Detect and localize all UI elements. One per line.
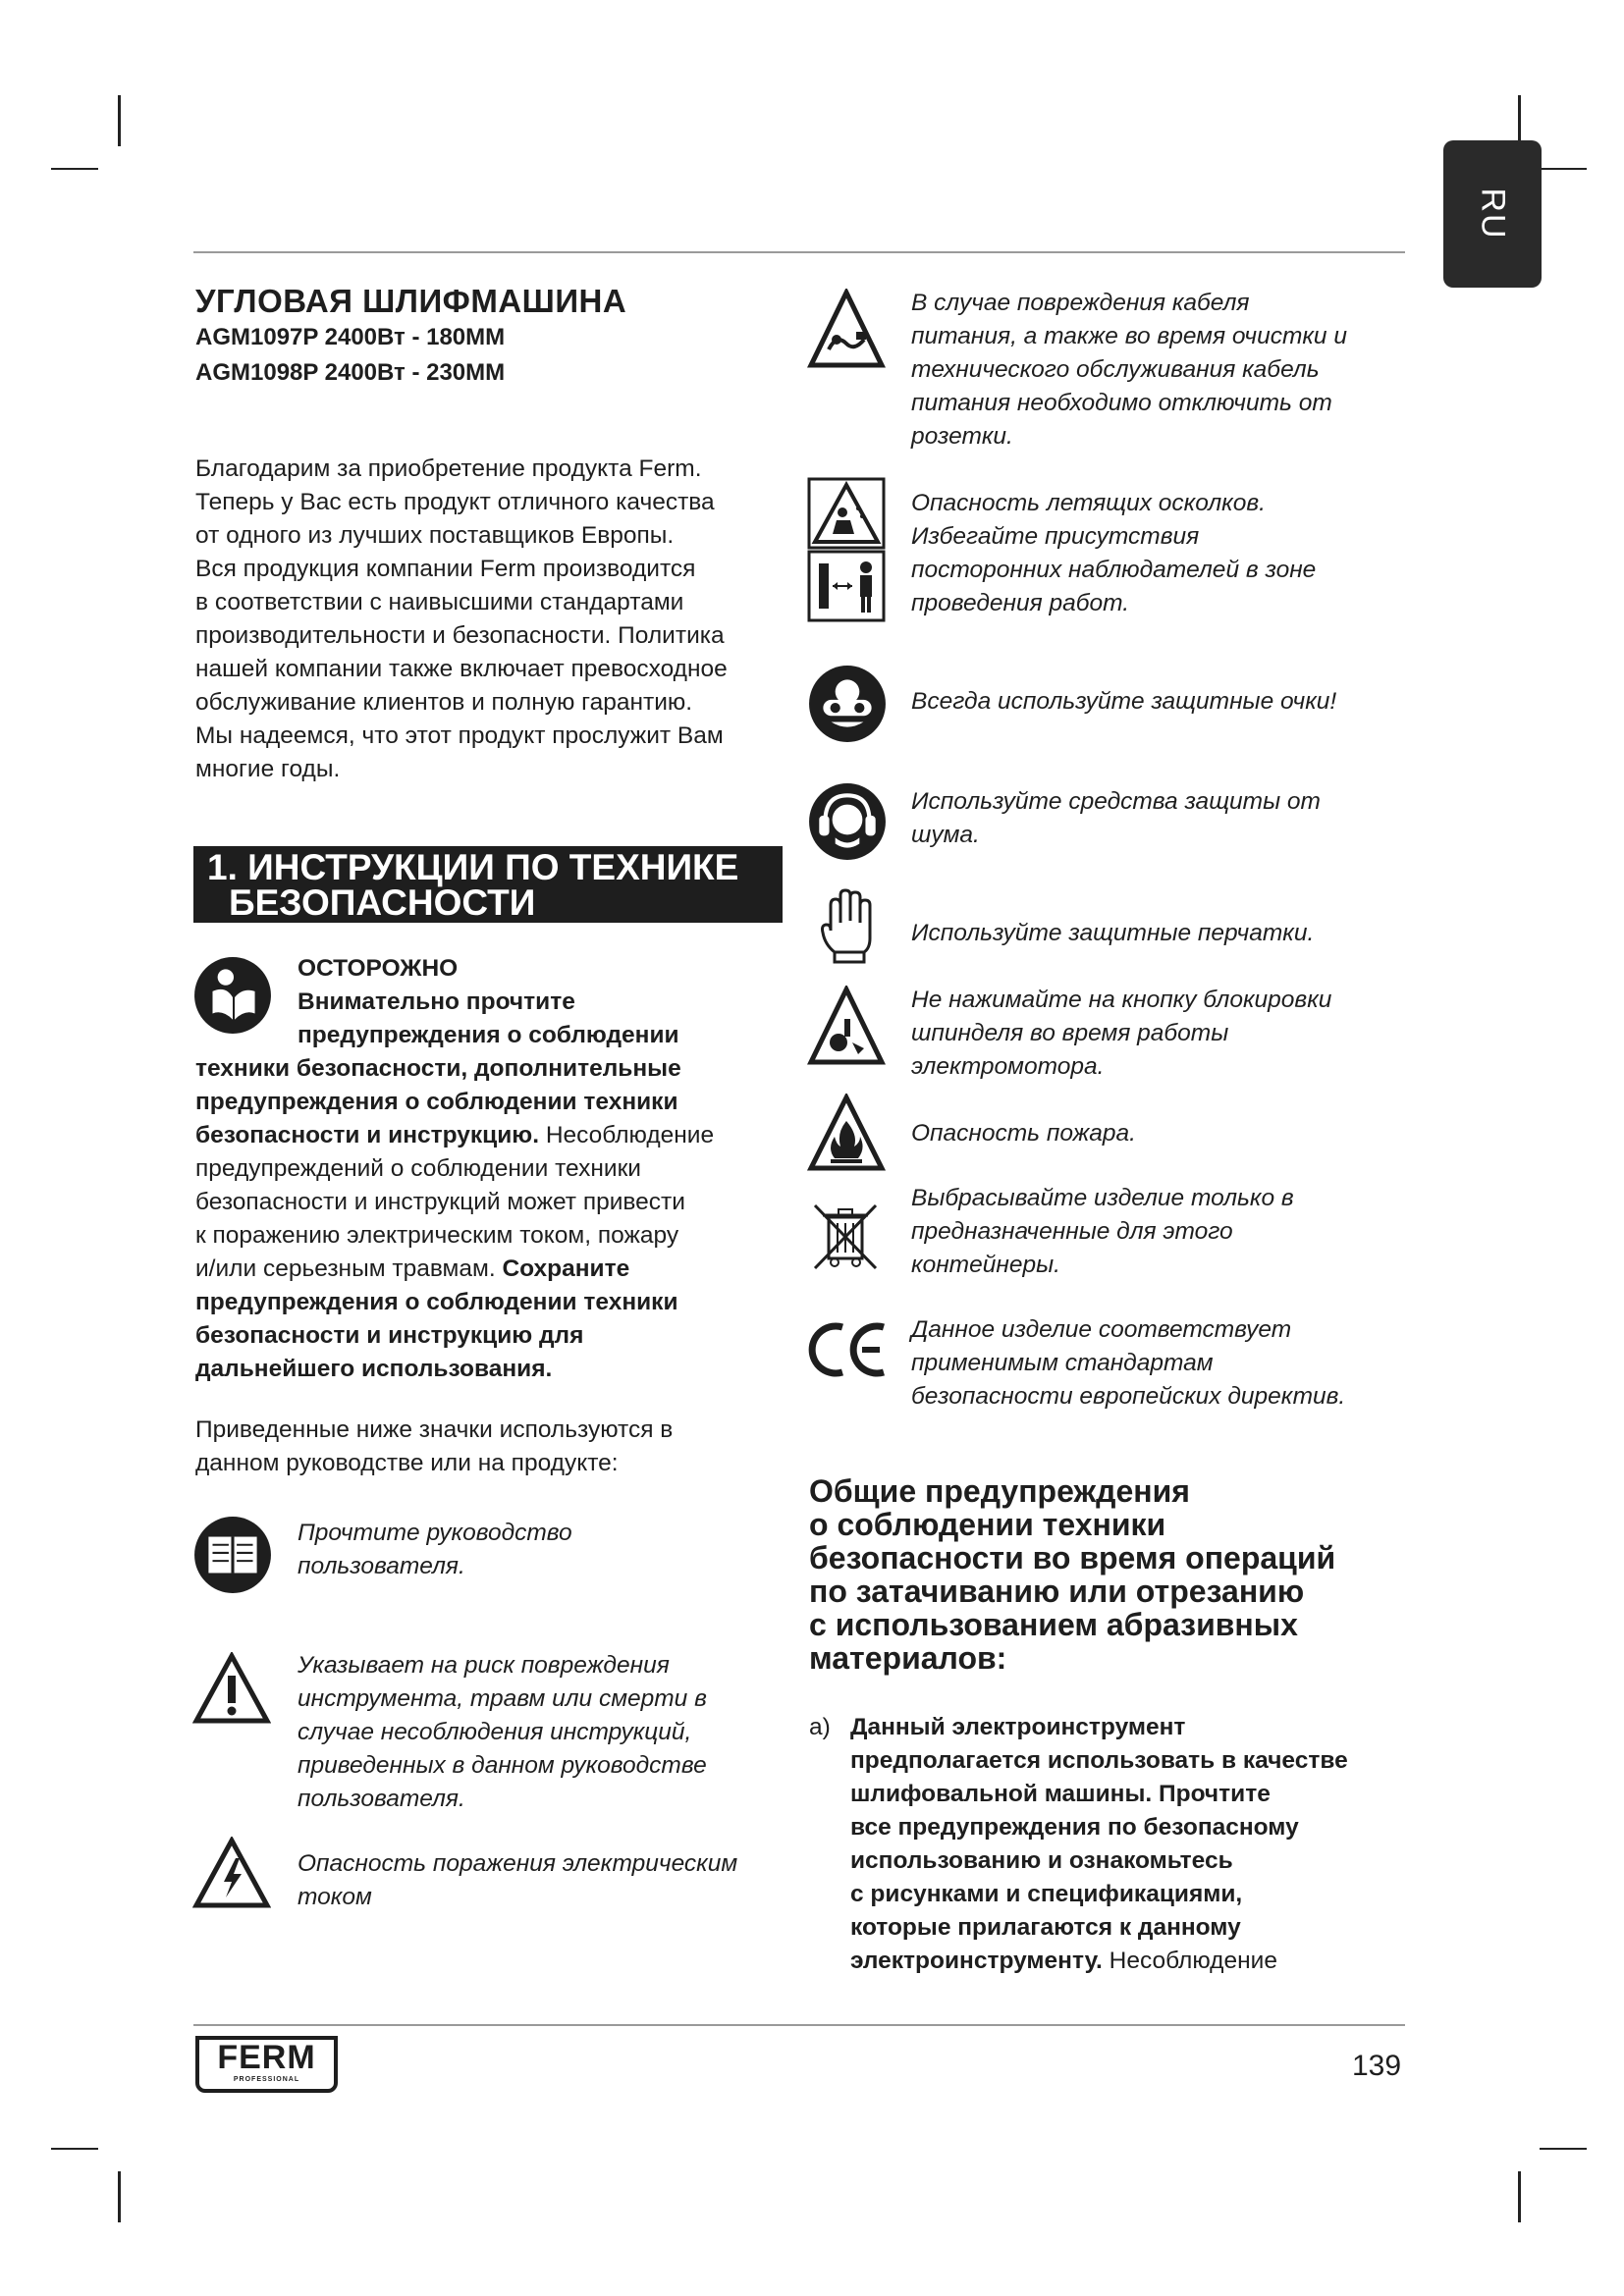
cable-text-line: розетки. (911, 423, 1013, 450)
flying-debris-icon (807, 477, 886, 550)
intro-line: Благодарим за приобретение продукта Ferm. (195, 455, 702, 482)
warning-body (195, 1052, 785, 1386)
crop-mark (118, 95, 121, 146)
spindle-text-line: Не нажимайте на кнопку блокировки (911, 987, 1332, 1013)
item-a-text (850, 1711, 1410, 1978)
symbols-intro-line: Приведенные ниже значки используются в (195, 1416, 674, 1443)
risk-text-line: приведенных в данном руководстве (298, 1752, 707, 1779)
crop-mark (1540, 168, 1587, 170)
crop-mark (51, 168, 98, 170)
intro-line: Вся продукция компании Ferm производится (195, 556, 696, 582)
footer-rule (193, 2024, 1405, 2026)
shock-text-line: токoм (298, 1884, 372, 1910)
ferm-logo-subtext: PROFESSIONAL (233, 2076, 300, 2083)
symbols-intro-line: данном руководстве или на продукте: (195, 1450, 619, 1476)
warning-line: Сохраните (502, 1255, 630, 1282)
shock-text (298, 1847, 737, 1914)
ce-text-line: безопасности европейских директив. (911, 1383, 1346, 1410)
debris-text (911, 487, 1316, 620)
ears-text-line: Используйте средства защиты от (911, 788, 1321, 815)
bin-text-line: Выбрасывайте изделие только в (911, 1185, 1294, 1211)
warning-line: предупреждения о соблюдении (298, 1022, 679, 1048)
warning-line: предупреждения о соблюдении техники (195, 1089, 678, 1115)
cable-text-line: питания необходимо отключить от (911, 390, 1332, 416)
debris-text-line: проведения работ. (911, 590, 1130, 616)
protective-gloves-icon (821, 887, 876, 966)
section-heading (193, 846, 783, 923)
item-a-line: Несоблюдение (1102, 1948, 1277, 1974)
intro-line: в соответствии с наивысшими стандартами (195, 589, 684, 615)
ce-mark-icon (807, 1319, 888, 1380)
model-line-2: AGM1098P 2400Вт - 230ММ (195, 359, 506, 386)
bin-text-line: контейнеры. (911, 1252, 1060, 1278)
intro-line: многие годы. (195, 756, 341, 782)
section-heading-line-2: БЕЗОПАСНОСТИ (229, 882, 536, 923)
read-manual-icon (192, 955, 273, 1036)
cable-text-line: технического обслуживания кабель (911, 356, 1320, 383)
heading-line: по затачиванию или отрезанию (809, 1574, 1305, 1609)
electric-shock-icon (192, 1837, 271, 1909)
ce-text (911, 1313, 1345, 1414)
debris-text-line: Опасность летящих осколков. (911, 490, 1266, 516)
language-label: RU (1474, 187, 1512, 240)
symbols-intro (195, 1414, 673, 1480)
heading-line: с использованием абразивных (809, 1607, 1298, 1642)
keep-bystanders-away-icon (807, 550, 886, 622)
intro-line: Теперь у Вас есть продукт отличного качества (195, 489, 715, 515)
intro-line: обслуживание клиентов и полную гарантию. (195, 689, 693, 716)
intro-paragraph (195, 453, 728, 786)
bin-text (911, 1182, 1294, 1282)
item-a-line: которые прилагаются к данному (850, 1914, 1241, 1941)
fire-hazard-icon (807, 1094, 886, 1172)
item-a-line: Данный электроинструмент (850, 1714, 1186, 1740)
crop-mark (1540, 2148, 1587, 2150)
spindle-text-line: электромотора. (911, 1053, 1105, 1080)
manual-text-line: пользователя. (298, 1553, 465, 1579)
language-tab (1443, 140, 1542, 288)
heading-line: Общие предупреждения (809, 1473, 1190, 1509)
debris-text-line: посторонних наблюдателей в зоне (911, 557, 1317, 583)
book-icon (192, 1515, 273, 1595)
spindle-lock-icon (807, 986, 886, 1066)
header-rule (193, 251, 1405, 253)
ferm-logo-text: FERM (217, 2039, 316, 2076)
heading-line: материалов: (809, 1640, 1007, 1676)
warning-line: и/или серьезным травмам. (195, 1255, 503, 1282)
fire-text: Опасность пожара. (911, 1120, 1136, 1147)
manual-text-line: Прочтите руководство (298, 1520, 572, 1546)
general-warnings-heading (809, 1474, 1335, 1675)
unplug-cable-icon (807, 289, 886, 369)
warning-line: к поражению электрическим током, пожару (195, 1222, 679, 1249)
bin-text-line: предназначенные для этого (911, 1218, 1233, 1245)
goggles-text: Всегда используйте защитные очки! (911, 688, 1337, 715)
warning-line: безопасности и инструкцию. (195, 1122, 540, 1148)
warning-line: техники безопасности, дополнительные (195, 1055, 681, 1082)
crossed-bin-icon (811, 1200, 880, 1272)
heading-line: о соблюдении техники (809, 1507, 1166, 1542)
shock-text-line: Опасность поражения электрическим (298, 1850, 738, 1877)
warning-line: безопасности и инструкций может привести (195, 1189, 685, 1215)
crop-mark (118, 2171, 121, 2222)
risk-text-line: случае несоблюдения инструкций, (298, 1719, 692, 1745)
gloves-text: Используйте защитные перчатки. (911, 920, 1315, 946)
ears-text-line: шума. (911, 822, 980, 848)
item-a-line: шлифовальной машины. Прочтите (850, 1781, 1271, 1807)
section-heading-line-1: 1. ИНСТРУКЦИИ ПО ТЕХНИКЕ (207, 847, 739, 887)
ear-protection-icon (807, 781, 888, 862)
warning-line: дальнейшего использования. (195, 1356, 553, 1382)
item-a-line: электроинструменту. (850, 1948, 1103, 1974)
item-a-line: с рисунками и спецификациями, (850, 1881, 1243, 1907)
page-title: УГЛОВАЯ ШЛИФМАШИНА (195, 283, 627, 319)
model-line-1: AGM1097P 2400Вт - 180ММ (195, 324, 506, 350)
item-a-line: предполагается использовать в качестве (850, 1747, 1348, 1774)
crop-mark (1518, 2171, 1521, 2222)
risk-text-line: инструмента, травм или смерти в (298, 1685, 707, 1712)
spindle-text-line: шпинделя во время работы (911, 1020, 1229, 1046)
item-a-line: все предупреждения по безопасному (850, 1814, 1299, 1841)
ce-text-line: применимым стандартам (911, 1350, 1214, 1376)
item-a-marker: a) (809, 1714, 831, 1740)
ferm-logo (195, 2036, 338, 2093)
intro-line: Мы надеемся, что этот продукт прослужит Вам (195, 722, 724, 749)
intro-line: нашей компании также включает превосходное (195, 656, 728, 682)
crop-mark (1518, 95, 1521, 146)
risk-text (298, 1649, 707, 1816)
page-number: 139 (1352, 2050, 1402, 2082)
intro-line: от одного из лучших поставщиков Европы. (195, 522, 675, 549)
crop-mark (51, 2148, 98, 2150)
safety-goggles-icon (807, 664, 888, 744)
ears-text (911, 785, 1321, 852)
cable-text (911, 287, 1347, 454)
warning-triangle-icon (192, 1652, 271, 1725)
spindle-text (911, 984, 1331, 1084)
ce-text-line: Данное изделие соответствует (911, 1316, 1292, 1343)
warning-line: Несоблюдение (539, 1122, 715, 1148)
warning-line: предупреждения о соблюдении техники (195, 1289, 678, 1315)
intro-line: производительности и безопасности. Политика (195, 622, 725, 649)
risk-text-line: пользователя. (298, 1786, 465, 1812)
manual-text (298, 1517, 572, 1583)
warning-line: безопасности и инструкцию для (195, 1322, 584, 1349)
debris-text-line: Избегайте присутствия (911, 523, 1200, 550)
item-a-line: использованию и ознакомьтесь (850, 1847, 1233, 1874)
cable-text-line: питания, а также во время очистки и (911, 323, 1347, 349)
warning-heading: ОСТОРОЖНО (298, 955, 459, 982)
risk-text-line: Указывает на риск повреждения (298, 1652, 670, 1679)
cable-text-line: В случае повреждения кабеля (911, 290, 1250, 316)
heading-line: безопасности во время операций (809, 1540, 1336, 1575)
warning-line: предупреждений о соблюдении техники (195, 1155, 641, 1182)
warning-line: Внимательно прочтите (298, 988, 575, 1015)
